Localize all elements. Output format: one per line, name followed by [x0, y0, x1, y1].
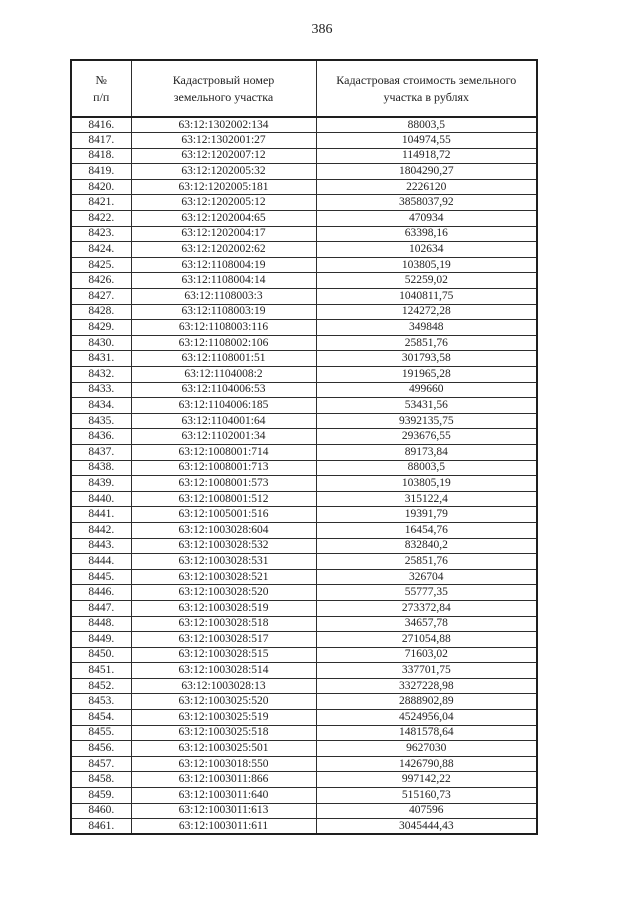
row-number-cell: 8418. [71, 148, 131, 164]
table-row [71, 133, 537, 149]
table-row [71, 788, 537, 804]
value-cell: 103805,19 [316, 257, 537, 273]
row-number-cell: 8446. [71, 585, 131, 601]
value-cell: 63398,16 [316, 226, 537, 242]
header-line: № [95, 72, 107, 87]
table-row [71, 647, 537, 663]
cadastral-number-cell: 63:12:1202005:32 [131, 164, 316, 180]
cadastral-number-cell: 63:12:1003028:13 [131, 678, 316, 694]
row-number-cell: 8431. [71, 351, 131, 367]
header-line: участка в рублях [383, 89, 470, 104]
table-row [71, 257, 537, 273]
table-row [71, 569, 537, 585]
table-body [71, 117, 537, 834]
row-number-cell: 8421. [71, 195, 131, 211]
cadastral-number-cell: 63:12:1104006:185 [131, 398, 316, 414]
value-cell: 1426790,88 [316, 756, 537, 772]
table-row [71, 195, 537, 211]
table-row [71, 600, 537, 616]
table-row [71, 663, 537, 679]
value-cell: 25851,76 [316, 554, 537, 570]
table-row [71, 491, 537, 507]
row-number-cell: 8449. [71, 632, 131, 648]
table-row [71, 476, 537, 492]
page-number: 386 [311, 22, 333, 37]
value-cell: 271054,88 [316, 632, 537, 648]
row-number-cell: 8450. [71, 647, 131, 663]
cadastral-number-cell: 63:12:1202007:12 [131, 148, 316, 164]
value-cell: 407596 [316, 803, 537, 819]
row-number-cell: 8420. [71, 179, 131, 195]
table-row [71, 741, 537, 757]
value-cell: 337701,75 [316, 663, 537, 679]
row-number-cell: 8429. [71, 320, 131, 336]
row-number-cell: 8457. [71, 756, 131, 772]
table-row [71, 538, 537, 554]
cadastral-number-cell: 63:12:1003028:518 [131, 616, 316, 632]
value-cell: 25851,76 [316, 335, 537, 351]
value-cell: 2888902,89 [316, 694, 537, 710]
row-number-cell: 8432. [71, 367, 131, 383]
row-number-cell: 8439. [71, 476, 131, 492]
row-number-cell: 8458. [71, 772, 131, 788]
column-header-index [71, 60, 131, 117]
cadastral-number-cell: 63:12:1102001:34 [131, 429, 316, 445]
table-row [71, 756, 537, 772]
cadastral-number-cell: 63:12:1008001:512 [131, 491, 316, 507]
table-row [71, 242, 537, 258]
cadastral-number-cell: 63:12:1003028:519 [131, 600, 316, 616]
header-line: Кадастровый номер [172, 72, 275, 87]
header-line: Кадастровая стоимость земельного [336, 72, 517, 87]
row-number-cell: 8425. [71, 257, 131, 273]
header-row [71, 60, 537, 117]
table-row [71, 772, 537, 788]
table-row [71, 164, 537, 180]
table-row [71, 616, 537, 632]
value-cell: 52259,02 [316, 273, 537, 289]
cadastral-number-cell: 63:12:1008001:573 [131, 476, 316, 492]
value-cell: 832840,2 [316, 538, 537, 554]
cadastral-number-cell: 63:12:1003011:613 [131, 803, 316, 819]
row-number-cell: 8423. [71, 226, 131, 242]
value-cell: 191965,28 [316, 367, 537, 383]
value-cell: 3327228,98 [316, 678, 537, 694]
table-row [71, 725, 537, 741]
row-number-cell: 8427. [71, 289, 131, 305]
row-number-cell: 8454. [71, 710, 131, 726]
cadastral-number-cell: 63:12:1108003:116 [131, 320, 316, 336]
table-row [71, 226, 537, 242]
cadastral-number-cell: 63:12:1003028:520 [131, 585, 316, 601]
table-row [71, 289, 537, 305]
cadastral-number-cell: 63:12:1003011:611 [131, 819, 316, 835]
value-cell: 4524956,04 [316, 710, 537, 726]
value-cell: 470934 [316, 211, 537, 227]
row-number-cell: 8433. [71, 382, 131, 398]
value-cell: 1804290,27 [316, 164, 537, 180]
cadastral-number-cell: 63:12:1003028:531 [131, 554, 316, 570]
column-header-cadastral-value [316, 60, 537, 117]
row-number-cell: 8419. [71, 164, 131, 180]
cadastral-number-cell: 63:12:1003028:521 [131, 569, 316, 585]
cadastral-number-cell: 63:12:1302001:27 [131, 133, 316, 149]
table-row [71, 320, 537, 336]
row-number-cell: 8444. [71, 554, 131, 570]
table-row [71, 678, 537, 694]
cadastral-number-cell: 63:12:1003011:866 [131, 772, 316, 788]
cadastral-number-cell: 63:12:1003028:604 [131, 522, 316, 538]
table-row [71, 554, 537, 570]
row-number-cell: 8456. [71, 741, 131, 757]
cadastral-number-cell: 63:12:1108004:19 [131, 257, 316, 273]
cadastral-number-cell: 63:12:1003018:550 [131, 756, 316, 772]
value-cell: 315122,4 [316, 491, 537, 507]
value-cell: 55777,35 [316, 585, 537, 601]
cadastral-number-cell: 63:12:1003025:519 [131, 710, 316, 726]
value-cell: 349848 [316, 320, 537, 336]
value-cell: 301793,58 [316, 351, 537, 367]
value-cell: 3045444,43 [316, 819, 537, 835]
cadastral-number-cell: 63:12:1108002:106 [131, 335, 316, 351]
row-number-cell: 8416. [71, 117, 131, 133]
table-row [71, 148, 537, 164]
cadastral-number-cell: 63:12:1104001:64 [131, 413, 316, 429]
value-cell: 499660 [316, 382, 537, 398]
value-cell: 1481578,64 [316, 725, 537, 741]
value-cell: 71603,02 [316, 647, 537, 663]
row-number-cell: 8417. [71, 133, 131, 149]
cadastral-number-cell: 63:12:1005001:516 [131, 507, 316, 523]
value-cell: 273372,84 [316, 600, 537, 616]
header-line: земельного участка [173, 89, 274, 104]
table-row [71, 522, 537, 538]
table-row [71, 585, 537, 601]
value-cell: 104974,55 [316, 133, 537, 149]
table-row [71, 304, 537, 320]
row-number-cell: 8451. [71, 663, 131, 679]
cadastral-number-cell: 63:12:1008001:713 [131, 460, 316, 476]
table-row [71, 367, 537, 383]
cadastral-number-cell: 63:12:1104008:2 [131, 367, 316, 383]
value-cell: 88003,5 [316, 117, 537, 133]
value-cell: 9392135,75 [316, 413, 537, 429]
table-row [71, 632, 537, 648]
row-number-cell: 8453. [71, 694, 131, 710]
row-number-cell: 8455. [71, 725, 131, 741]
cadastral-number-cell: 63:12:1108003:19 [131, 304, 316, 320]
cadastral-number-cell: 63:12:1302002:134 [131, 117, 316, 133]
cadastral-number-cell: 63:12:1108001:51 [131, 351, 316, 367]
value-cell: 16454,76 [316, 522, 537, 538]
value-cell: 89173,84 [316, 444, 537, 460]
row-number-cell: 8430. [71, 335, 131, 351]
value-cell: 53431,56 [316, 398, 537, 414]
table-row [71, 398, 537, 414]
cadastral-number-cell: 63:12:1202005:181 [131, 179, 316, 195]
cadastral-number-cell: 63:12:1003011:640 [131, 788, 316, 804]
table-row [71, 444, 537, 460]
table-row [71, 351, 537, 367]
row-number-cell: 8428. [71, 304, 131, 320]
table-row [71, 382, 537, 398]
row-number-cell: 8438. [71, 460, 131, 476]
cadastral-number-cell: 63:12:1003025:501 [131, 741, 316, 757]
row-number-cell: 8443. [71, 538, 131, 554]
cadastral-number-cell: 63:12:1108003:3 [131, 289, 316, 305]
table-row [71, 179, 537, 195]
table-row [71, 117, 537, 133]
row-number-cell: 8426. [71, 273, 131, 289]
header-line: п/п [93, 89, 110, 104]
cadastral-number-cell: 63:12:1202004:65 [131, 211, 316, 227]
row-number-cell: 8452. [71, 678, 131, 694]
value-cell: 2226120 [316, 179, 537, 195]
row-number-cell: 8445. [71, 569, 131, 585]
cadastral-table [70, 59, 538, 835]
table-row [71, 819, 537, 835]
row-number-cell: 8460. [71, 803, 131, 819]
row-number-cell: 8434. [71, 398, 131, 414]
row-number-cell: 8447. [71, 600, 131, 616]
row-number-cell: 8459. [71, 788, 131, 804]
value-cell: 997142,22 [316, 772, 537, 788]
row-number-cell: 8436. [71, 429, 131, 445]
cadastral-number-cell: 63:12:1003025:518 [131, 725, 316, 741]
table-row [71, 413, 537, 429]
value-cell: 102634 [316, 242, 537, 258]
cadastral-number-cell: 63:12:1008001:714 [131, 444, 316, 460]
value-cell: 9627030 [316, 741, 537, 757]
cadastral-number-cell: 63:12:1003028:514 [131, 663, 316, 679]
value-cell: 293676,55 [316, 429, 537, 445]
table-row [71, 803, 537, 819]
cadastral-number-cell: 63:12:1202005:12 [131, 195, 316, 211]
row-number-cell: 8435. [71, 413, 131, 429]
cadastral-number-cell: 63:12:1003028:532 [131, 538, 316, 554]
value-cell: 515160,73 [316, 788, 537, 804]
cadastral-number-cell: 63:12:1003028:517 [131, 632, 316, 648]
table-row [71, 694, 537, 710]
row-number-cell: 8422. [71, 211, 131, 227]
table-row [71, 211, 537, 227]
cadastral-number-cell: 63:12:1003028:515 [131, 647, 316, 663]
row-number-cell: 8437. [71, 444, 131, 460]
value-cell: 19391,79 [316, 507, 537, 523]
row-number-cell: 8440. [71, 491, 131, 507]
value-cell: 124272,28 [316, 304, 537, 320]
table-row [71, 460, 537, 476]
table-row [71, 429, 537, 445]
table-row [71, 710, 537, 726]
table-row [71, 273, 537, 289]
table-row [71, 335, 537, 351]
value-cell: 103805,19 [316, 476, 537, 492]
cadastral-number-cell: 63:12:1202002:62 [131, 242, 316, 258]
table-row [71, 507, 537, 523]
row-number-cell: 8441. [71, 507, 131, 523]
cadastral-number-cell: 63:12:1104006:53 [131, 382, 316, 398]
row-number-cell: 8448. [71, 616, 131, 632]
row-number-cell: 8461. [71, 819, 131, 835]
value-cell: 34657,78 [316, 616, 537, 632]
row-number-cell: 8442. [71, 522, 131, 538]
row-number-cell: 8424. [71, 242, 131, 258]
value-cell: 3858037,92 [316, 195, 537, 211]
value-cell: 114918,72 [316, 148, 537, 164]
cadastral-number-cell: 63:12:1003025:520 [131, 694, 316, 710]
cadastral-number-cell: 63:12:1108004:14 [131, 273, 316, 289]
value-cell: 326704 [316, 569, 537, 585]
value-cell: 88003,5 [316, 460, 537, 476]
column-header-cadastral-number [131, 60, 316, 117]
value-cell: 1040811,75 [316, 289, 537, 305]
cadastral-number-cell: 63:12:1202004:17 [131, 226, 316, 242]
